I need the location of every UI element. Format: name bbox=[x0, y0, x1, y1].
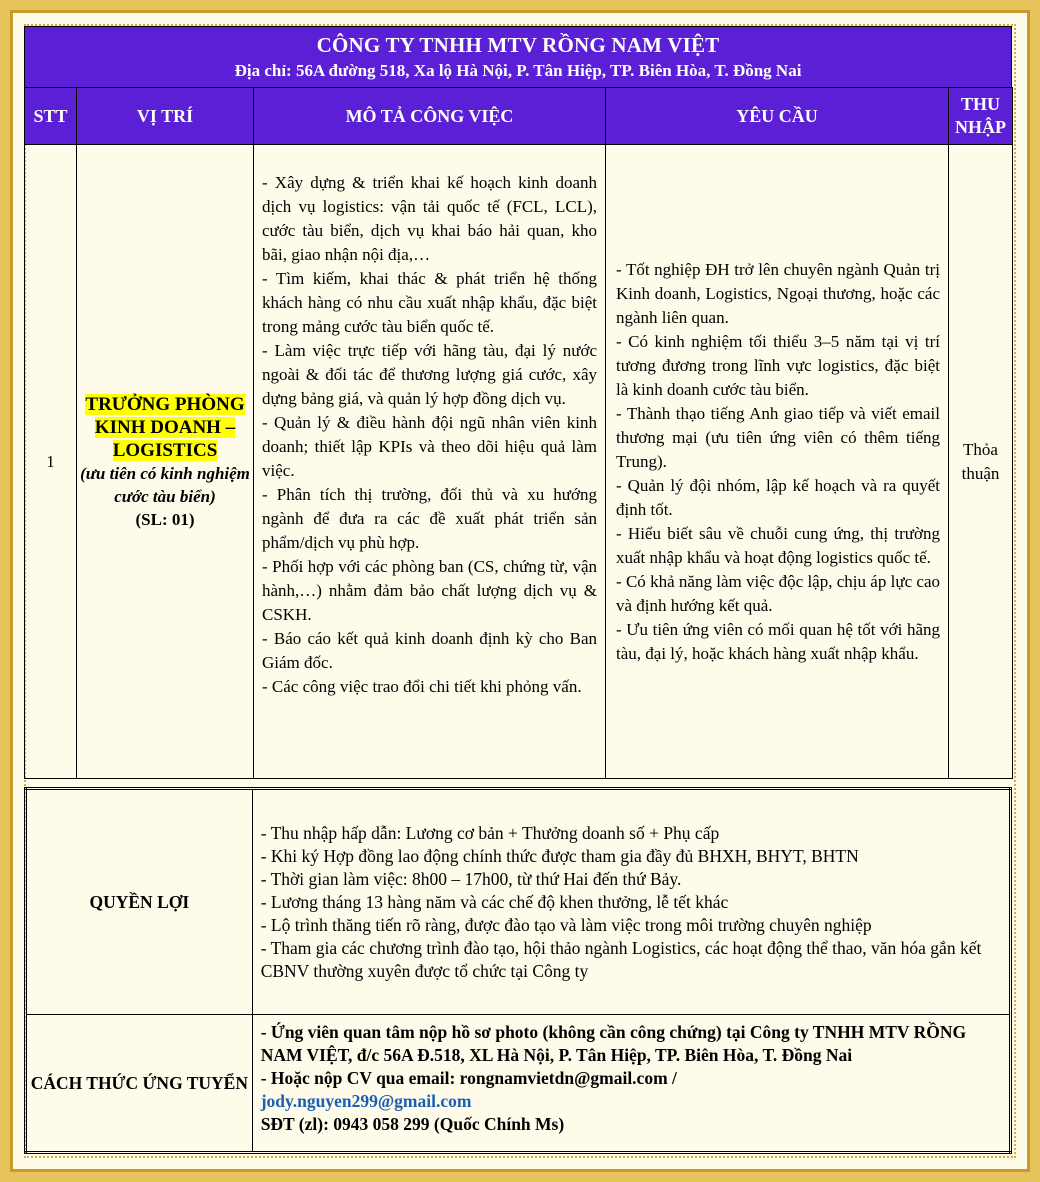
company-name: CÔNG TY TNHH MTV RỒNG NAM VIỆT bbox=[316, 33, 720, 57]
list-item: - Tìm kiếm, khai thác & phát triển hệ thống khách hàng có nhu cầu xuất nhập khẩu, đặc biệt trong mảng cước tàu biển quốc tế. bbox=[262, 269, 597, 336]
apply-instructions bbox=[252, 1015, 1010, 1153]
list-item: - Có kinh nghiệm tối thiểu 3–5 năm tại vị trí tương đương trong lĩnh vực logistics, đặc biệt là kinh doanh cước tàu biển. bbox=[616, 331, 940, 399]
apply-label: CÁCH THỨC ỨNG TUYỂN bbox=[26, 1015, 253, 1153]
list-item: - Khi ký Hợp đồng lao động chính thức được tham gia đầy đủ BHXH, BHYT, BHTN bbox=[260, 845, 859, 866]
apply-row bbox=[26, 1015, 1011, 1153]
list-item: - Tốt nghiệp ĐH trở lên chuyên ngành Quản trị Kinh doanh, Logistics, Ngoại thương, hoặc các ngành liên quan. bbox=[616, 259, 940, 327]
apply-line-1: - Ứng viên quan tâm nộp hồ sơ photo (không cần công chứng) tại Công ty TNHH MTV RỒNG NAM VIỆT, đ/c 56A Đ.518, XL Hà Nội, P. Tân Hiệp, TP. Biên Hòa, T. Đồng Nai bbox=[260, 1022, 967, 1065]
table-row bbox=[25, 145, 1013, 779]
apply-phone: SĐT (zl): 0943 058 299 (Quốc Chính Ms) bbox=[260, 1114, 565, 1134]
benefits-label: QUYỀN LỢI bbox=[26, 789, 253, 1015]
benefits-row bbox=[26, 789, 1011, 1015]
list-item: - Xây dựng & triển khai kế hoạch kinh doanh dịch vụ logistics: vận tải quốc tế (FCL, LCL), cước tàu biển, dịch vụ khai báo hải quan, kho bãi, giao nhận nội địa,… bbox=[262, 173, 597, 264]
list-item: - Làm việc trực tiếp với hãng tàu, đại lý nước ngoài & đối tác để thương lượng giá cước, xây dựng bảng giá, và quản lý hợp đồng dịch vụ. bbox=[262, 341, 597, 408]
list-item: - Thành thạo tiếng Anh giao tiếp và viết email thương mại (ưu tiên ứng viên có thêm tiếng Trung). bbox=[616, 403, 940, 471]
email-link[interactable]: jody.nguyen299@gmail.com bbox=[260, 1091, 472, 1111]
apply-line-2: - Hoặc nộp CV qua email: rongnamvietdn@gmail.com / bbox=[260, 1068, 677, 1088]
benefits-apply-table bbox=[24, 787, 1012, 1154]
job-title: TRƯỞNG PHÒNG KINH DOANH – LOGISTICS bbox=[85, 393, 245, 461]
list-item: - Phân tích thị trường, đối thủ và xu hướng ngành để đưa ra các đề xuất phát triển sản phẩm/dịch vụ phù hợp. bbox=[262, 485, 597, 552]
list-item: - Có khả năng làm việc độc lập, chịu áp lực cao và định hướng kết quả. bbox=[616, 571, 940, 615]
col-description: MÔ TẢ CÔNG VIỆC bbox=[254, 88, 606, 145]
list-item: - Phối hợp với các phòng ban (CS, chứng từ, vận hành,…) nhằm đảm bảo chất lượng dịch vụ & CSKH. bbox=[262, 557, 597, 624]
row-stt: 1 bbox=[25, 145, 77, 779]
list-item: - Báo cáo kết quả kinh doanh định kỳ cho Ban Giám đốc. bbox=[262, 629, 597, 672]
benefits-list bbox=[252, 789, 1010, 1015]
list-item: - Hiểu biết sâu về chuỗi cung ứng, thị trường xuất nhập khẩu và hoạt động logistics quốc tế. bbox=[616, 523, 940, 567]
list-item: - Thu nhập hấp dẫn: Lương cơ bản + Thưởng doanh số + Phụ cấp bbox=[260, 822, 720, 843]
job-quantity: (SL: 01) bbox=[135, 509, 195, 529]
col-stt: STT bbox=[25, 88, 77, 145]
list-item: - Quản lý & điều hành đội ngũ nhân viên kinh doanh; thiết lập KPIs và theo dõi hiệu quả làm việc. bbox=[262, 413, 597, 480]
job-priority: (ưu tiên có kinh nghiệm cước tàu biển) bbox=[80, 463, 250, 506]
list-item: - Quản lý đội nhóm, lập kế hoạch và ra quyết định tốt. bbox=[616, 475, 940, 519]
job-posting bbox=[24, 26, 1012, 1160]
job-table bbox=[24, 87, 1013, 779]
list-item: - Các công việc trao đổi chi tiết khi phỏng vấn. bbox=[262, 677, 582, 696]
job-income: Thỏa thuận bbox=[949, 145, 1013, 779]
list-item: - Thời gian làm việc: 8h00 – 17h00, từ thứ Hai đến thứ Bảy. bbox=[260, 868, 682, 889]
list-item: - Lộ trình thăng tiến rõ ràng, được đào tạo và làm việc trong môi trường chuyên nghiệp bbox=[260, 914, 872, 935]
col-requirements: YÊU CẦU bbox=[606, 88, 949, 145]
list-item: - Ưu tiên ứng viên có mối quan hệ tốt với hãng tàu, đại lý, hoặc khách hàng xuất nhập khẩu. bbox=[616, 619, 940, 663]
list-item: - Tham gia các chương trình đào tạo, hội thảo ngành Logistics, các hoạt động thể thao, văn hóa gắn kết CBNV thường xuyên được tổ chức tại Công ty bbox=[260, 937, 982, 981]
company-address: Địa chỉ: 56A đường 518, Xa lộ Hà Nội, P. Tân Hiệp, TP. Biên Hòa, T. Đồng Nai bbox=[234, 61, 802, 80]
list-item: - Lương tháng 13 hàng năm và các chế độ khen thưởng, lễ tết khác bbox=[260, 891, 729, 912]
company-header bbox=[24, 26, 1012, 88]
job-description bbox=[254, 145, 606, 779]
job-position bbox=[77, 145, 254, 779]
col-position: VỊ TRÍ bbox=[77, 88, 254, 145]
job-requirements bbox=[606, 145, 949, 779]
col-income: THU NHẬP bbox=[949, 88, 1013, 145]
